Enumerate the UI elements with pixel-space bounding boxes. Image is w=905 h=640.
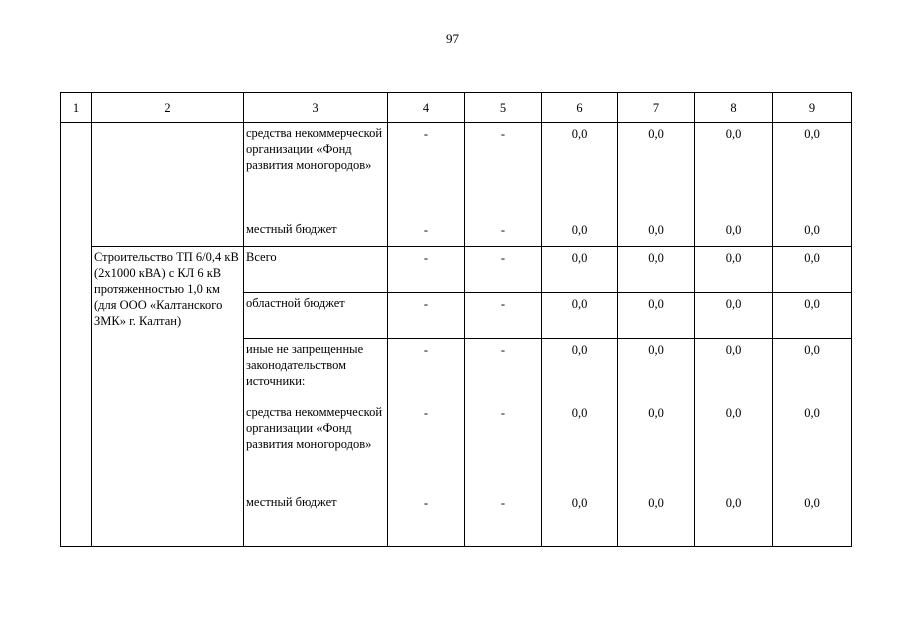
value-cell: - xyxy=(465,123,542,219)
value-cell: 0,0 xyxy=(542,492,618,520)
funding-source-cell: местный бюджет xyxy=(244,219,388,247)
empty-cell xyxy=(388,520,465,547)
value-cell: 0,0 xyxy=(618,492,695,520)
table-row xyxy=(61,123,852,219)
value-cell: 0,0 xyxy=(773,219,852,247)
value-cell: - xyxy=(465,402,542,492)
header-cell: 2 xyxy=(92,93,244,123)
value-cell: 0,0 xyxy=(695,247,773,293)
value-cell: - xyxy=(388,402,465,492)
value-cell: - xyxy=(388,339,465,402)
header-cell: 6 xyxy=(542,93,618,123)
header-cell: 7 xyxy=(618,93,695,123)
value-cell: 0,0 xyxy=(618,123,695,219)
empty-cell xyxy=(695,520,773,547)
value-cell: 0,0 xyxy=(695,402,773,492)
value-cell: 0,0 xyxy=(542,339,618,402)
table-row xyxy=(61,247,852,293)
funding-source-cell: средства некоммерческой организации «Фонд развития моногородов» xyxy=(244,402,388,492)
value-cell: 0,0 xyxy=(618,219,695,247)
value-cell: 0,0 xyxy=(773,339,852,402)
value-cell: - xyxy=(388,219,465,247)
project-cell-continued xyxy=(92,123,244,247)
value-cell: 0,0 xyxy=(618,293,695,339)
empty-cell xyxy=(465,520,542,547)
header-cell: 3 xyxy=(244,93,388,123)
value-cell: 0,0 xyxy=(695,339,773,402)
value-cell: 0,0 xyxy=(542,402,618,492)
value-cell: 0,0 xyxy=(618,402,695,492)
value-cell: 0,0 xyxy=(542,247,618,293)
header-cell: 4 xyxy=(388,93,465,123)
empty-cell xyxy=(244,520,388,547)
value-cell: - xyxy=(465,219,542,247)
value-cell: 0,0 xyxy=(542,123,618,219)
value-cell: 0,0 xyxy=(695,219,773,247)
value-cell: 0,0 xyxy=(618,339,695,402)
value-cell: 0,0 xyxy=(773,293,852,339)
funding-source-cell: средства некоммерческой организации «Фонд развития моногородов» xyxy=(244,123,388,219)
value-cell: 0,0 xyxy=(773,402,852,492)
value-cell: - xyxy=(388,293,465,339)
value-cell: 0,0 xyxy=(695,123,773,219)
value-cell: - xyxy=(388,247,465,293)
value-cell: - xyxy=(388,123,465,219)
value-cell: 0,0 xyxy=(618,247,695,293)
value-cell: - xyxy=(465,293,542,339)
project-name-cell: Строительство ТП 6/0,4 кВ (2х1000 кВА) с КЛ 6 кВ протяженностью 1,0 км (для ООО «Калтанского ЗМК» г. Калтан) xyxy=(92,247,244,547)
value-cell: 0,0 xyxy=(773,492,852,520)
page-number: 97 xyxy=(446,31,459,46)
header-row xyxy=(61,93,852,123)
empty-cell xyxy=(773,520,852,547)
header-cell: 5 xyxy=(465,93,542,123)
value-cell: 0,0 xyxy=(773,247,852,293)
value-cell: - xyxy=(465,339,542,402)
value-cell: 0,0 xyxy=(695,293,773,339)
value-cell: 0,0 xyxy=(773,123,852,219)
value-cell: - xyxy=(465,247,542,293)
funding-source-cell: иные не запрещенные законодательством источники: xyxy=(244,339,388,402)
header-cell: 1 xyxy=(61,93,92,123)
header-cell: 8 xyxy=(695,93,773,123)
empty-cell xyxy=(618,520,695,547)
funding-source-cell: местный бюджет xyxy=(244,492,388,520)
value-cell: 0,0 xyxy=(542,219,618,247)
header-cell: 9 xyxy=(773,93,852,123)
value-cell: - xyxy=(465,492,542,520)
funding-source-cell: областной бюджет xyxy=(244,293,388,339)
row-number-cell xyxy=(61,123,92,547)
funding-source-cell: Всего xyxy=(244,247,388,293)
value-cell: - xyxy=(388,492,465,520)
value-cell: 0,0 xyxy=(542,293,618,339)
budget-table xyxy=(60,92,852,547)
value-cell: 0,0 xyxy=(695,492,773,520)
empty-cell xyxy=(542,520,618,547)
